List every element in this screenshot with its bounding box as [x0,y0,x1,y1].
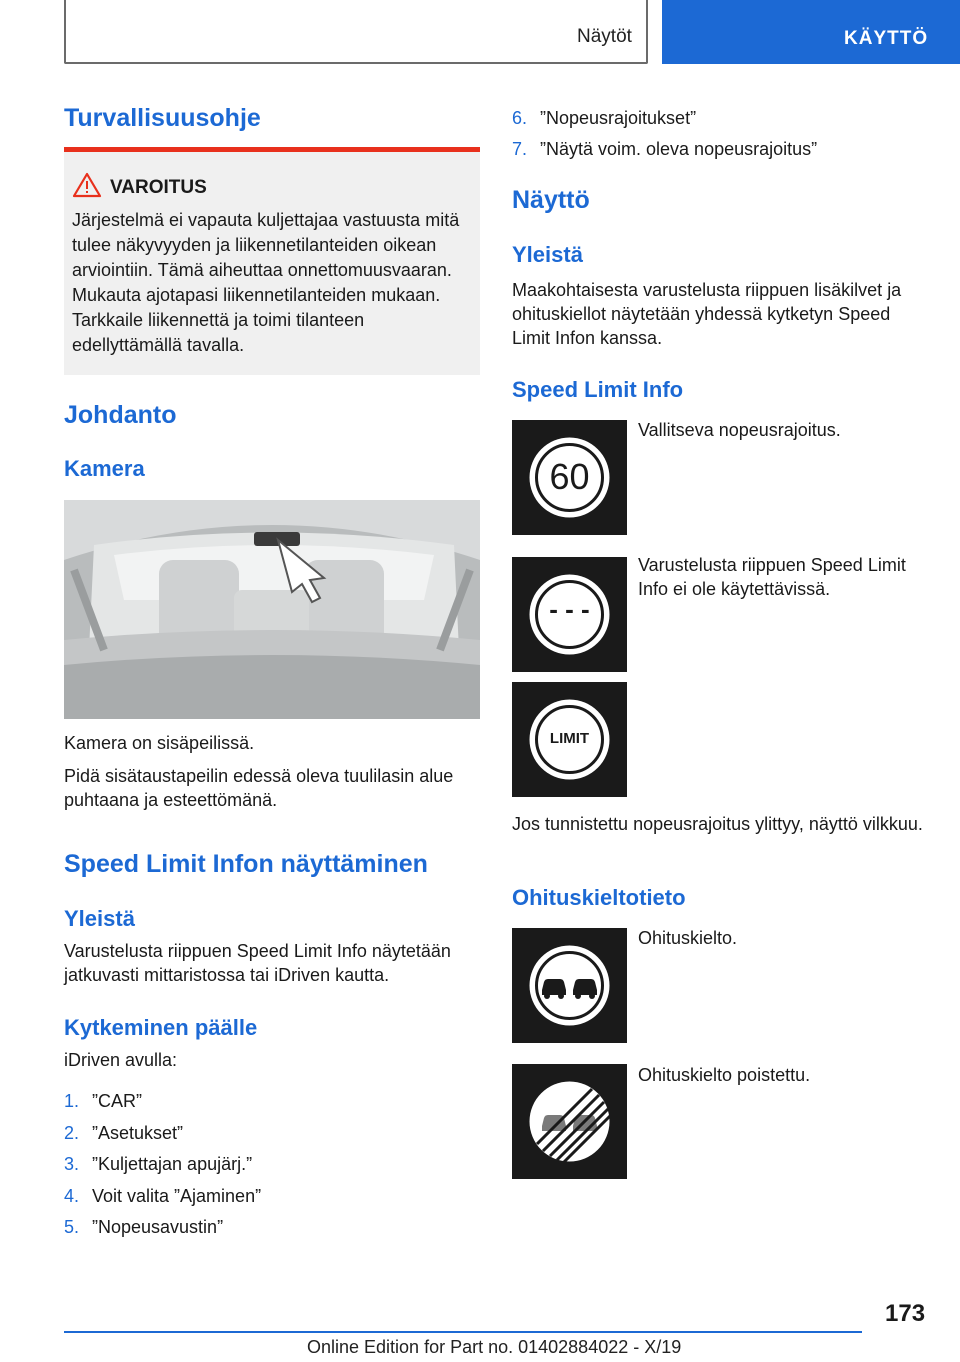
overtake-title: Ohituskieltotieto [512,885,686,910]
camera-title: Kamera [64,456,145,481]
camera-illustration [64,500,480,719]
list-item: 5. ”Nopeusavustin” [64,1217,224,1237]
sign2-text: Varustelusta riippuen Speed Limit Info ei ole käytettävissä. [638,555,906,599]
sli-title: Speed Limit Info [512,377,684,402]
overtake-text: Ohituskielto. [638,928,738,948]
header-tab-label: KÄYTTÖ [844,28,929,49]
camera-caption: Kamera on sisäpeilissä. [64,733,255,753]
camera-text: Pidä sisätaustapeilin edessä oleva tuulilasin alue puhtaana ja esteettömänä. [64,766,454,810]
speed-sign-limit [512,682,627,797]
speed-sign-60 [512,420,627,535]
right-general-title: Yleistä [512,242,583,267]
footer-edition: Online Edition for Part no. 01402884022 - X/19 [307,1337,682,1357]
list-item: 1. ”CAR” [64,1091,142,1111]
speed-sign-dashes: - - - [549,594,590,624]
list-item: 6. ”Nopeusrajoitukset” [512,108,697,128]
list-item: 2. ”Asetukset” [64,1123,184,1143]
display-title: Speed Limit Infon näyttäminen [64,850,428,878]
general-text: Varustelusta riippuen Speed Limit Info näytetään jatkuvasti mittaristossa tai iDriven kautta. [64,941,451,985]
list-item: 4. Voit valita ”Ajaminen” [64,1186,262,1206]
right-display-title: Näyttö [512,186,590,214]
warning-icon [72,172,102,198]
general-title: Yleistä [64,906,135,931]
end-no-overtaking-sign [512,1064,627,1179]
list-item: 7. ”Näytä voim. oleva nopeusrajoitus” [512,139,818,159]
speed-sign-number: 60 [549,456,590,497]
footer-divider [64,1331,862,1333]
warning-text: Järjestelmä ei vapauta kuljettajaa vastuusta mitä tulee näkyvyyden ja liikennetilanteiden oikean arviointiin. Tämä aiheuttaa onnettomuusvaaran. Mukauta ajotapasi liikennetilanteiden mukaan. Tarkkaile liikennettä ja toimi tilanteen edellyttämällä tavalla. [72,210,460,355]
end-no-overtaking-icon [512,1064,627,1179]
speed-sign-limit-label: LIMIT [549,730,590,747]
safety-title: Turvallisuusohje [64,104,261,132]
no-overtaking-sign [512,928,627,1043]
header-section: Näytöt [577,26,632,47]
warning-box [64,147,480,375]
list-item: 3. ”Kuljettajan apujärj.” [64,1154,253,1174]
speed-sign-unavailable [512,557,627,672]
right-general-text: Maakohtaisesta varustelusta riippuen lisäkilvet ja ohituskiellot näytetään yhdessä kytketyn Speed Limit Infon kanssa. [512,280,902,348]
enable-title: Kytkeminen päälle [64,1015,258,1040]
page-number: 173 [885,1300,926,1327]
intro-title: Johdanto [64,401,177,429]
header-box [64,0,648,64]
no-overtaking-icon [512,928,627,1043]
enable-intro: iDriven avulla: [64,1050,178,1070]
warning-title: VAROITUS [110,177,207,198]
header-tab [662,0,960,64]
sign1-text: Vallitseva nopeusrajoitus. [638,420,841,440]
overtake-end-text: Ohituskielto poistettu. [638,1065,811,1085]
flash-text: Jos tunnistettu nopeusrajoitus ylittyy, näyttö vilkkuu. [512,814,923,834]
